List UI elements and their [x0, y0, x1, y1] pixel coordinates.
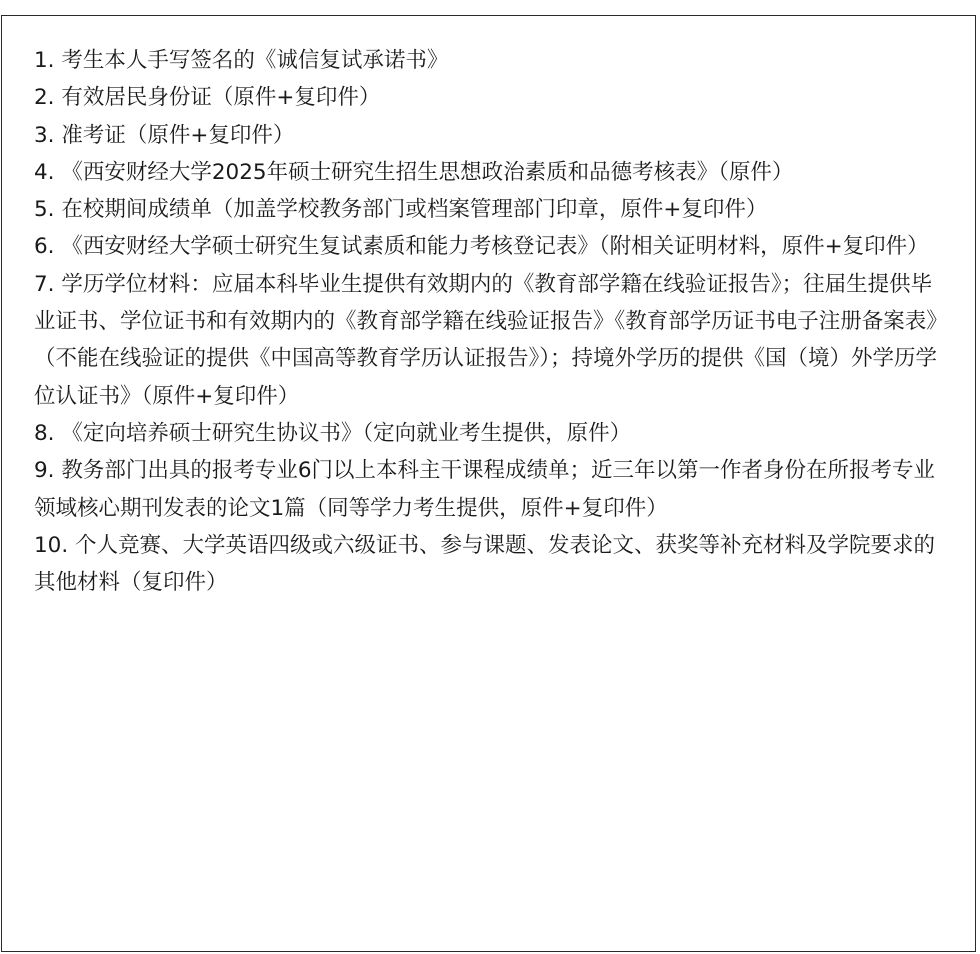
list-item: 4. 《西安财经大学2025年硕士研究生招生思想政治素质和品德考核表》（原件）	[34, 159, 794, 185]
list-item: 9. 教务部门出具的报考专业6门以上本科主干课程成绩单；近三年以第一作者身份在所报考专业领域核心期刊发表的论文1篇（同等学力考生提供，原件+复印件）	[34, 458, 936, 521]
list-item: 10. 个人竞赛、大学英语四级或六级证书、参与课题、发表论文、获奖等补充材料及学院要求的其他材料（复印件）	[34, 532, 936, 596]
list-item: 2. 有效居民身份证（原件+复印件）	[34, 85, 381, 111]
list-item: 6. 《西安财经大学硕士研究生复试素质和能力考核登记表》（附相关证明材料，原件+复印件）	[34, 234, 929, 260]
materials-list	[34, 42, 946, 601]
list-item: 7. 学历学位材料：应届本科毕业生提供有效期内的《教育部学籍在线验证报告》；往届生提供毕业证书、学位证书和有效期内的《教育部学籍在线验证报告》《教育部学历证书电子注册备案表》（不能在线验证的提供《中国高等教育学历认证报告》）；持境外学历的提供《国（境）外学历学位认证书》（原件+复印件）	[34, 271, 938, 409]
list-item: 1. 考生本人手写签名的《诚信复试承诺书》	[34, 48, 449, 73]
list-item: 5. 在校期间成绩单（加盖学校教务部门或档案管理部门印章，原件+复印件）	[34, 197, 768, 223]
materials-box	[1, 15, 976, 952]
list-item: 3. 准考证（原件+复印件）	[34, 122, 295, 148]
list-item: 8. 《定向培养硕士研究生协议书》（定向就业考生提供，原件）	[34, 420, 632, 446]
